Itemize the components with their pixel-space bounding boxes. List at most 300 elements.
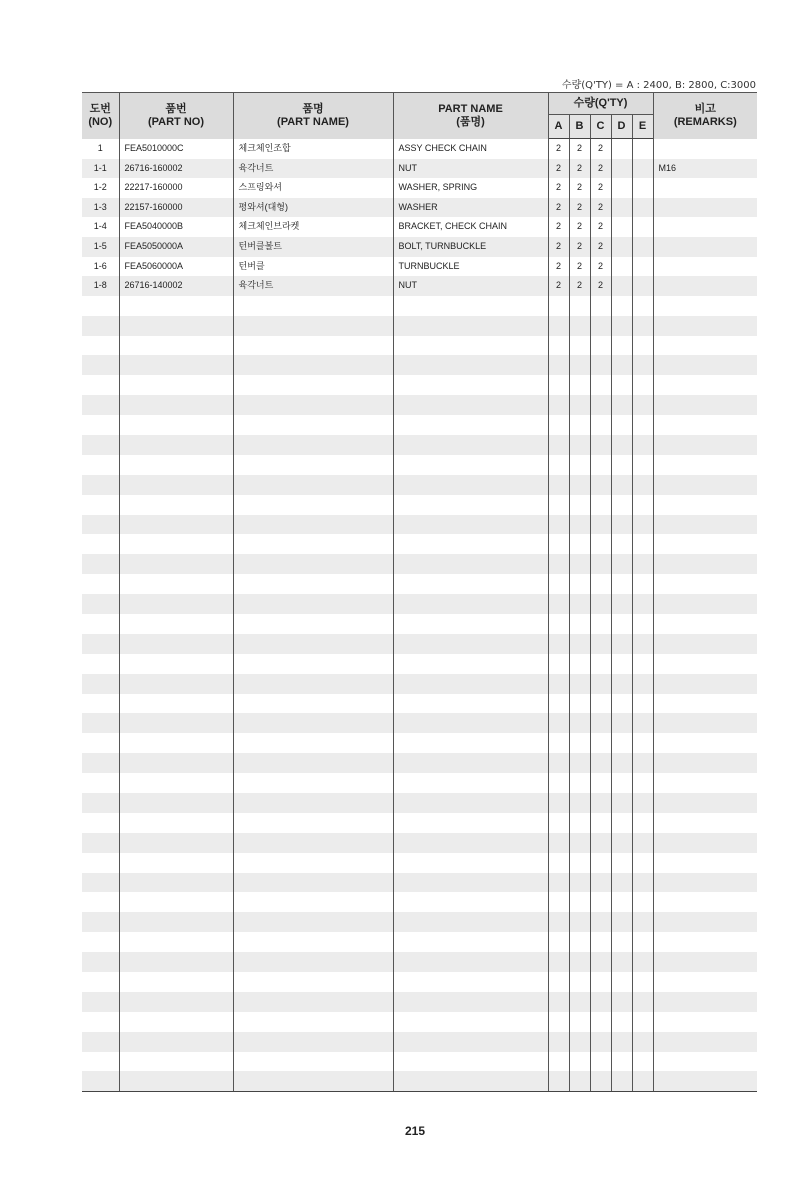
cell-part-name-en: [393, 355, 548, 375]
cell-qty-d: [611, 912, 632, 932]
cell-no: [82, 495, 119, 515]
cell-qty-e: [632, 435, 653, 455]
cell-qty-a: [548, 972, 569, 992]
cell-qty-b: 2: [569, 159, 590, 179]
cell-part-name-ko: [233, 992, 393, 1012]
cell-qty-a: [548, 455, 569, 475]
header-part-name-ko-en: (PART NAME): [277, 115, 349, 128]
cell-qty-c: 2: [590, 178, 611, 198]
header-remarks: [653, 93, 757, 139]
cell-qty-e: [632, 753, 653, 773]
cell-qty-c: [590, 793, 611, 813]
cell-no: [82, 316, 119, 336]
cell-qty-c: [590, 912, 611, 932]
cell-part-name-en: [393, 634, 548, 654]
cell-part-no: [119, 674, 233, 694]
cell-part-name-en: [393, 793, 548, 813]
cell-qty-e: [632, 139, 653, 159]
cell-remarks: [653, 435, 757, 455]
cell-no: [82, 654, 119, 674]
quantity-legend: 수량(Q'TY) = A : 2400, B: 2800, C:3000: [561, 80, 756, 91]
cell-remarks: [653, 178, 757, 198]
cell-qty-c: [590, 336, 611, 356]
cell-remarks: [653, 853, 757, 873]
cell-qty-a: [548, 435, 569, 455]
cell-remarks: M16: [653, 159, 757, 179]
cell-qty-e: [632, 237, 653, 257]
table-row: [82, 276, 757, 296]
cell-part-name-ko: [233, 296, 393, 316]
cell-part-name-en: [393, 1012, 548, 1032]
cell-no: [82, 813, 119, 833]
cell-qty-b: [569, 753, 590, 773]
cell-qty-d: [611, 793, 632, 813]
cell-qty-c: [590, 1032, 611, 1052]
cell-qty-b: 2: [569, 139, 590, 159]
cell-qty-a: [548, 932, 569, 952]
cell-qty-d: [611, 713, 632, 733]
cell-qty-b: [569, 634, 590, 654]
cell-qty-c: [590, 415, 611, 435]
cell-part-name-ko: [233, 1052, 393, 1072]
cell-qty-e: [632, 813, 653, 833]
cell-qty-c: [590, 1012, 611, 1032]
cell-qty-b: [569, 336, 590, 356]
cell-qty-c: [590, 773, 611, 793]
cell-qty-e: [632, 833, 653, 853]
cell-qty-d: [611, 435, 632, 455]
cell-qty-e: [632, 217, 653, 237]
cell-qty-b: [569, 455, 590, 475]
cell-no: [82, 972, 119, 992]
cell-qty-b: [569, 733, 590, 753]
header-remarks-ko: 비고: [694, 102, 716, 115]
table-row: [82, 178, 757, 198]
cell-qty-c: [590, 316, 611, 336]
cell-qty-d: [611, 455, 632, 475]
cell-qty-b: [569, 435, 590, 455]
cell-part-no: 26716-140002: [119, 276, 233, 296]
cell-remarks: [653, 614, 757, 634]
cell-part-name-ko: 턴버클볼트: [233, 237, 393, 257]
cell-part-name-ko: [233, 773, 393, 793]
cell-qty-c: [590, 753, 611, 773]
cell-part-name-en: [393, 733, 548, 753]
cell-qty-b: 2: [569, 178, 590, 198]
cell-qty-e: [632, 554, 653, 574]
header-part-name-en-label: PART NAME: [438, 102, 503, 115]
cell-qty-e: [632, 159, 653, 179]
cell-part-name-en: BRACKET, CHECK CHAIN: [393, 217, 548, 237]
cell-part-no: [119, 395, 233, 415]
cell-qty-a: [548, 873, 569, 893]
cell-no: [82, 395, 119, 415]
cell-remarks: [653, 515, 757, 535]
cell-qty-c: [590, 992, 611, 1012]
cell-qty-c: [590, 892, 611, 912]
cell-qty-a: [548, 375, 569, 395]
cell-qty-a: 2: [548, 178, 569, 198]
cell-qty-b: [569, 793, 590, 813]
cell-qty-d: [611, 833, 632, 853]
empty-row: [82, 654, 757, 674]
cell-part-no: [119, 932, 233, 952]
cell-part-name-en: [393, 316, 548, 336]
cell-qty-d: [611, 475, 632, 495]
cell-qty-b: [569, 694, 590, 714]
cell-no: [82, 1012, 119, 1032]
cell-qty-c: [590, 375, 611, 395]
cell-qty-d: [611, 733, 632, 753]
cell-part-name-en: [393, 813, 548, 833]
cell-qty-e: [632, 316, 653, 336]
cell-part-name-ko: [233, 614, 393, 634]
cell-qty-a: [548, 1012, 569, 1032]
cell-no: [82, 952, 119, 972]
cell-part-name-ko: [233, 733, 393, 753]
cell-qty-e: [632, 713, 653, 733]
cell-qty-a: [548, 912, 569, 932]
cell-part-name-en: [393, 455, 548, 475]
cell-qty-e: [632, 336, 653, 356]
cell-qty-e: [632, 1052, 653, 1072]
cell-remarks: [653, 574, 757, 594]
cell-part-name-ko: [233, 634, 393, 654]
cell-qty-d: [611, 395, 632, 415]
cell-part-no: [119, 992, 233, 1012]
cell-remarks: [653, 674, 757, 694]
cell-part-name-ko: [233, 972, 393, 992]
cell-qty-e: [632, 733, 653, 753]
cell-no: [82, 773, 119, 793]
cell-remarks: [653, 139, 757, 159]
header-qty: 수량(Q'TY): [548, 93, 653, 115]
cell-qty-c: 2: [590, 257, 611, 277]
cell-qty-a: [548, 773, 569, 793]
cell-qty-c: [590, 674, 611, 694]
header-qty-b: B: [569, 115, 590, 139]
cell-qty-e: [632, 1012, 653, 1032]
cell-part-name-en: BOLT, TURNBUCKLE: [393, 237, 548, 257]
empty-row: [82, 674, 757, 694]
header-part-name-ko-label: 품명: [302, 102, 324, 115]
header-qty-c: C: [590, 115, 611, 139]
cell-qty-b: [569, 495, 590, 515]
cell-part-name-en: [393, 495, 548, 515]
cell-part-name-en: TURNBUCKLE: [393, 257, 548, 277]
cell-qty-c: [590, 1071, 611, 1091]
cell-part-name-ko: [233, 813, 393, 833]
cell-qty-d: [611, 813, 632, 833]
empty-row: [82, 634, 757, 654]
cell-qty-c: [590, 654, 611, 674]
cell-qty-b: 2: [569, 276, 590, 296]
cell-part-no: [119, 733, 233, 753]
cell-no: [82, 594, 119, 614]
cell-qty-d: [611, 495, 632, 515]
cell-part-name-en: [393, 594, 548, 614]
cell-part-no: [119, 336, 233, 356]
empty-row: [82, 892, 757, 912]
cell-qty-a: 2: [548, 257, 569, 277]
cell-remarks: [653, 296, 757, 316]
cell-no: [82, 574, 119, 594]
cell-part-no: [119, 375, 233, 395]
cell-part-no: [119, 316, 233, 336]
cell-qty-e: [632, 773, 653, 793]
cell-qty-e: [632, 276, 653, 296]
cell-part-no: [119, 534, 233, 554]
cell-qty-d: [611, 159, 632, 179]
table-body: [82, 139, 757, 1092]
cell-part-no: [119, 753, 233, 773]
cell-part-name-ko: [233, 515, 393, 535]
cell-qty-b: [569, 674, 590, 694]
cell-part-name-en: [393, 892, 548, 912]
cell-remarks: [653, 594, 757, 614]
cell-qty-c: [590, 554, 611, 574]
cell-qty-e: [632, 694, 653, 714]
cell-part-no: 22157-160000: [119, 198, 233, 218]
empty-row: [82, 1032, 757, 1052]
cell-qty-c: [590, 355, 611, 375]
cell-qty-b: [569, 355, 590, 375]
cell-part-name-en: [393, 1032, 548, 1052]
cell-qty-b: [569, 972, 590, 992]
cell-qty-e: [632, 654, 653, 674]
cell-no: [82, 435, 119, 455]
cell-part-name-ko: 턴버클: [233, 257, 393, 277]
cell-qty-b: [569, 534, 590, 554]
cell-part-name-ko: [233, 853, 393, 873]
cell-qty-a: [548, 833, 569, 853]
cell-qty-e: [632, 1071, 653, 1091]
cell-part-no: [119, 713, 233, 733]
empty-row: [82, 1052, 757, 1072]
cell-qty-b: [569, 1012, 590, 1032]
cell-remarks: [653, 1012, 757, 1032]
cell-part-name-ko: [233, 395, 393, 415]
cell-qty-c: [590, 833, 611, 853]
cell-qty-a: [548, 336, 569, 356]
table-row: [82, 198, 757, 218]
cell-qty-c: [590, 873, 611, 893]
cell-qty-d: [611, 674, 632, 694]
cell-no: [82, 1052, 119, 1072]
cell-qty-c: [590, 534, 611, 554]
cell-qty-a: [548, 316, 569, 336]
cell-part-name-en: [393, 753, 548, 773]
cell-no: 1-3: [82, 198, 119, 218]
cell-part-name-ko: 육각너트: [233, 159, 393, 179]
header-qty-d: D: [611, 115, 632, 139]
cell-part-name-ko: 스프링와셔: [233, 178, 393, 198]
cell-part-name-ko: [233, 574, 393, 594]
cell-qty-e: [632, 674, 653, 694]
table-row: [82, 139, 757, 159]
empty-row: [82, 495, 757, 515]
cell-part-no: 22217-160000: [119, 178, 233, 198]
empty-row: [82, 753, 757, 773]
cell-part-name-en: [393, 833, 548, 853]
header-part-no-ko: 품번: [165, 102, 187, 115]
cell-remarks: [653, 654, 757, 674]
cell-part-name-ko: [233, 355, 393, 375]
cell-qty-e: [632, 296, 653, 316]
cell-part-name-en: [393, 336, 548, 356]
cell-qty-e: [632, 912, 653, 932]
cell-part-name-ko: [233, 912, 393, 932]
cell-qty-b: [569, 713, 590, 733]
cell-part-no: FEA5010000C: [119, 139, 233, 159]
cell-part-name-en: [393, 873, 548, 893]
cell-qty-e: [632, 972, 653, 992]
cell-part-name-en: [393, 554, 548, 574]
cell-part-no: FEA5050000A: [119, 237, 233, 257]
cell-part-name-en: WASHER, SPRING: [393, 178, 548, 198]
cell-part-no: [119, 515, 233, 535]
cell-part-no: [119, 873, 233, 893]
cell-qty-c: [590, 634, 611, 654]
empty-row: [82, 1071, 757, 1091]
cell-qty-e: [632, 475, 653, 495]
cell-qty-a: [548, 713, 569, 733]
cell-qty-b: [569, 833, 590, 853]
cell-remarks: [653, 336, 757, 356]
cell-qty-e: [632, 614, 653, 634]
cell-qty-a: [548, 475, 569, 495]
cell-qty-b: [569, 1032, 590, 1052]
cell-qty-a: [548, 395, 569, 415]
cell-qty-d: [611, 694, 632, 714]
cell-qty-e: [632, 178, 653, 198]
cell-no: [82, 296, 119, 316]
cell-qty-c: 2: [590, 217, 611, 237]
cell-remarks: [653, 1052, 757, 1072]
cell-qty-b: [569, 475, 590, 495]
table-header: [82, 93, 757, 139]
cell-remarks: [653, 475, 757, 495]
cell-remarks: [653, 276, 757, 296]
cell-qty-d: [611, 554, 632, 574]
cell-remarks: [653, 355, 757, 375]
cell-qty-e: [632, 395, 653, 415]
cell-qty-a: [548, 355, 569, 375]
cell-qty-d: [611, 355, 632, 375]
header-part-name-en-ko: (품명): [456, 115, 485, 128]
cell-no: [82, 415, 119, 435]
page-number: 215: [404, 1124, 426, 1138]
cell-qty-a: 2: [548, 198, 569, 218]
empty-row: [82, 773, 757, 793]
cell-part-no: [119, 892, 233, 912]
cell-qty-c: 2: [590, 159, 611, 179]
cell-qty-a: [548, 594, 569, 614]
cell-qty-e: [632, 932, 653, 952]
cell-qty-d: [611, 217, 632, 237]
cell-qty-d: [611, 1052, 632, 1072]
cell-remarks: [653, 495, 757, 515]
cell-remarks: [653, 395, 757, 415]
cell-qty-b: [569, 773, 590, 793]
cell-qty-a: [548, 733, 569, 753]
cell-part-name-ko: [233, 1032, 393, 1052]
cell-qty-e: [632, 495, 653, 515]
cell-qty-d: [611, 415, 632, 435]
cell-qty-d: [611, 276, 632, 296]
empty-row: [82, 932, 757, 952]
cell-part-name-ko: [233, 375, 393, 395]
cell-part-name-ko: [233, 793, 393, 813]
cell-qty-e: [632, 793, 653, 813]
cell-part-name-ko: [233, 694, 393, 714]
cell-qty-d: [611, 853, 632, 873]
cell-part-name-ko: [233, 415, 393, 435]
header-no-ko: 도번: [89, 102, 111, 115]
cell-no: [82, 554, 119, 574]
cell-qty-e: [632, 892, 653, 912]
cell-qty-b: [569, 594, 590, 614]
cell-qty-c: [590, 574, 611, 594]
cell-qty-d: [611, 515, 632, 535]
cell-no: 1-5: [82, 237, 119, 257]
cell-qty-a: [548, 1052, 569, 1072]
cell-qty-b: [569, 554, 590, 574]
table-row: [82, 159, 757, 179]
cell-part-name-en: WASHER: [393, 198, 548, 218]
cell-part-no: [119, 475, 233, 495]
cell-qty-e: [632, 574, 653, 594]
cell-part-name-en: NUT: [393, 276, 548, 296]
cell-part-name-en: [393, 694, 548, 714]
cell-part-no: [119, 813, 233, 833]
cell-qty-d: [611, 594, 632, 614]
cell-no: [82, 614, 119, 634]
cell-part-name-ko: 체크체인브라켓: [233, 217, 393, 237]
cell-qty-d: [611, 614, 632, 634]
cell-qty-c: [590, 853, 611, 873]
cell-qty-b: [569, 992, 590, 1012]
cell-remarks: [653, 992, 757, 1012]
cell-qty-b: [569, 574, 590, 594]
cell-no: [82, 1032, 119, 1052]
cell-part-name-en: [393, 515, 548, 535]
cell-part-name-en: [393, 375, 548, 395]
cell-part-no: [119, 773, 233, 793]
cell-part-name-en: [393, 534, 548, 554]
empty-row: [82, 733, 757, 753]
cell-qty-a: [548, 813, 569, 833]
cell-part-name-ko: 평와셔(대형): [233, 198, 393, 218]
cell-qty-c: [590, 395, 611, 415]
cell-part-no: [119, 415, 233, 435]
empty-row: [82, 912, 757, 932]
cell-part-name-en: ASSY CHECK CHAIN: [393, 139, 548, 159]
cell-qty-c: 2: [590, 198, 611, 218]
cell-part-no: FEA5040000B: [119, 217, 233, 237]
cell-qty-c: 2: [590, 139, 611, 159]
table-row: [82, 217, 757, 237]
cell-qty-a: [548, 892, 569, 912]
cell-part-no: [119, 614, 233, 634]
cell-qty-e: [632, 992, 653, 1012]
cell-qty-a: [548, 753, 569, 773]
cell-part-name-en: [393, 1071, 548, 1091]
empty-row: [82, 713, 757, 733]
cell-qty-e: [632, 355, 653, 375]
cell-qty-a: 2: [548, 139, 569, 159]
cell-qty-a: [548, 1071, 569, 1091]
